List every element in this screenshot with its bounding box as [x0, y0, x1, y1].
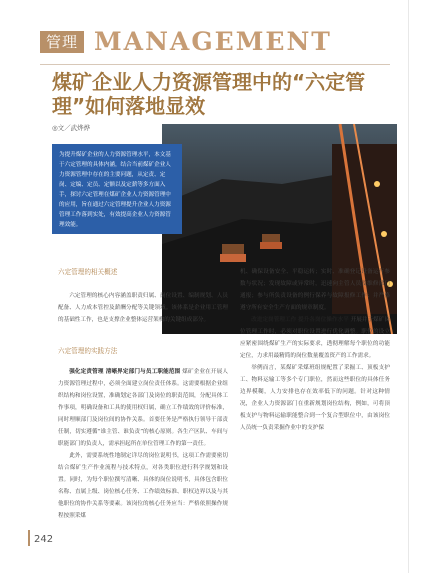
left-column-p2 [58, 366, 228, 522]
byline: ◎文／武烨烨 [52, 124, 91, 132]
section-wordmark: MANAGEMENT [94, 27, 332, 56]
paragraph: 煤矿企业在开展人力资源管理过程中，必须全面建立岗位责任体系。这需要根据企业组织结构和岗位设置，准确划定各部门及岗位的职责范围，分配具体工作事项，明确设备和工具的使用权归属，确立工作绩效的评价标准，同时理顺部门及岗位间的协作关系。首要任务是严格执行领导干部责任制，切实遵循“谁主管、谁负责”的核心原则。各生产区队、车间与职能部门的负责人，需承担起所在单位管理工作的第一责任。 [58, 369, 228, 447]
paragraph: 此外，需要系统性地制定详尽的岗位说明书，这项工作需要密切结合煤矿生产作业流程与技术特点，对各类职位进行科学规划和设置。同时，为每个职位撰写清晰、具体的岗位说明书，具体包含职位名称、直属上级、岗位核心任务、工作绩效标准、职权边界以及与其他职位的协作关系等要素。该岗位的核心任务应当：严格依照操作规程按照采煤 [58, 453, 228, 519]
article-title: 煤矿企业人力资源管理中的“六定管理”如何落地显效 [52, 70, 366, 118]
paragraph: 开展并于煤矿岗位管理工作时，必须对职位设置进行优化调整。职位的设立应紧密围绕煤矿生产的实际要求，透彻理解每个职位的功能定位，力求用最精简的岗位数量覆盖资产的工作需求。 [240, 317, 390, 359]
header-rule [40, 64, 390, 65]
right-column [240, 266, 390, 434]
paragraph: 六定管理的核心内容涵盖职责归属、岗位设置、编制规划、人员配备、人力成本管控及薪酬分配等关键领域。该体系是企业用工管理的基础性工作，也是支撑企业整体运营架构的关键组成部分。 [58, 293, 228, 323]
page-edge [408, 0, 409, 573]
subhead-position: 改进定岗管理工作 提升各岗位操作水平 [251, 317, 349, 323]
page-number-bar [28, 530, 30, 546]
paragraph: 举例而言，某煤矿采煤班组规配置了采掘工、顶板支护工、物料运输工等多个专门职位，然而这些职位的具体任务边界模糊，人力安排也存在效率低下的问题。针对这种情况，企业人力资源部门在重新规划岗位结构，例如，可将顶板支护与物料运输职能整合到一个复合型职位中，由该岗位人员统一负责采掘作业中的支护保 [240, 365, 390, 431]
section-tag: 管理 [40, 31, 84, 53]
abstract-box: 为提升煤矿企业的人力资源管理水平，本文基于六定管理的具体内涵，结合当前煤矿企业人力资源管理中存在的主要问题，从定责、定岗、定编、定员、定额以及定薪等多方面入手，探讨六定管理在煤矿企业人力资源管理中的应用，旨在通过六定管理提升企业人力资源管理工作落到实处，有效提高企业人力资源管理效能。 [52, 144, 182, 234]
left-column-p1 [58, 290, 228, 326]
subhead-responsibility: 强化定责管理 清晰界定部门与员工职能范围 [69, 369, 181, 375]
paragraph: 机、确保设备安全、平稳运转；实时、准确登记设备运行参数与状况；发现故障或异常时，迅速向主管人员及维修部门通报；参与所负责设备的例行保养与故障报修工作；并严格遵守所有安全生产方面的规章制度。 [240, 269, 390, 311]
section-heading-practice: 六定管理的实践方法 [58, 347, 118, 355]
section-heading-overview: 六定管理的相关概述 [58, 268, 118, 276]
page-number: 242 [34, 534, 54, 545]
